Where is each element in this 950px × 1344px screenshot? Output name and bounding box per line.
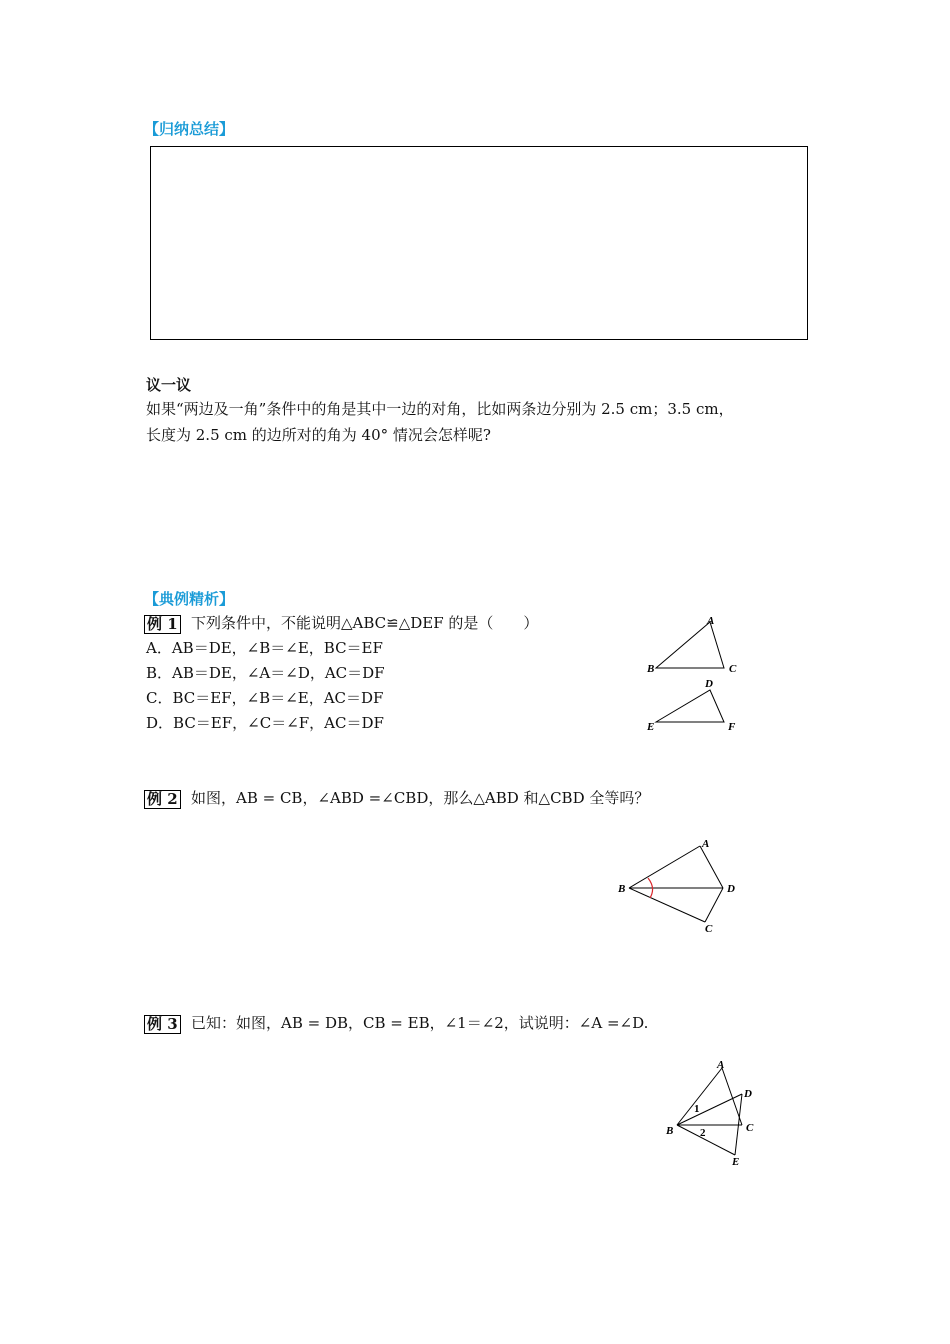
label-a: A <box>717 1059 725 1071</box>
angle-1-label: 1 <box>694 1103 700 1115</box>
example-1-option-c[interactable]: C．BC＝EF，∠B＝∠E，AC＝DF <box>146 689 384 707</box>
label-e: E <box>647 721 655 733</box>
example-2-question: 如图，AB = CB，∠ABD =∠CBD，那么△ABD 和△CBD 全等吗？ <box>191 789 650 807</box>
label-c: C <box>729 663 737 675</box>
example-1-option-b[interactable]: B．AB＝DE，∠A＝∠D，AC＝DF <box>146 664 385 682</box>
segment-bc <box>629 888 705 922</box>
label-b: B <box>666 1125 674 1137</box>
triangle-abc <box>656 622 724 668</box>
example-1-question: 下列条件中，不能说明△ABC≌△DEF 的是（ ） <box>191 614 539 632</box>
label-b: B <box>618 883 626 895</box>
label-d: D <box>705 678 713 690</box>
label-b: B <box>647 663 655 675</box>
label-f: F <box>728 721 736 733</box>
example-1-tag: 例 1 <box>144 615 181 634</box>
example-3-question: 已知：如图，AB = DB，CB = EB，∠1＝∠2，试说明：∠A =∠D. <box>191 1014 649 1032</box>
segment-ad <box>700 846 723 888</box>
label-c: C <box>705 923 713 935</box>
example-1-figure <box>640 610 750 735</box>
discuss-title: 议一议 <box>146 376 192 394</box>
segment-ba <box>677 1068 722 1125</box>
segment-cd <box>705 888 723 922</box>
discuss-line-1: 如果“两边及一角”条件中的角是其中一边的对角，比如两条边分别为 2.5 cm；3.5 cm， <box>146 400 734 418</box>
label-c: C <box>746 1122 754 1134</box>
example-2-figure <box>610 832 750 937</box>
segment-ba <box>629 846 700 888</box>
label-a: A <box>707 615 715 627</box>
examples-heading: 【典例精析】 <box>144 590 235 608</box>
label-e: E <box>732 1156 740 1168</box>
angle-2-label: 2 <box>700 1127 706 1139</box>
label-a: A <box>702 838 710 850</box>
label-d: D <box>744 1088 752 1100</box>
example-3-figure <box>660 1050 770 1175</box>
segment-be <box>677 1125 735 1155</box>
summary-heading: 【归纳总结】 <box>144 120 235 138</box>
triangle-def <box>656 690 724 722</box>
label-d: D <box>727 883 735 895</box>
example-3-tag: 例 3 <box>144 1015 181 1034</box>
summary-answer-box[interactable] <box>150 146 808 340</box>
example-1-option-d[interactable]: D．BC＝EF，∠C＝∠F，AC＝DF <box>146 714 384 732</box>
example-1-option-a[interactable]: A．AB＝DE，∠B＝∠E，BC＝EF <box>146 639 383 657</box>
example-2-tag: 例 2 <box>144 790 181 809</box>
segment-bd <box>677 1094 742 1125</box>
discuss-line-2: 长度为 2.5 cm 的边所对的角为 40° 情况会怎样呢? <box>146 426 491 444</box>
